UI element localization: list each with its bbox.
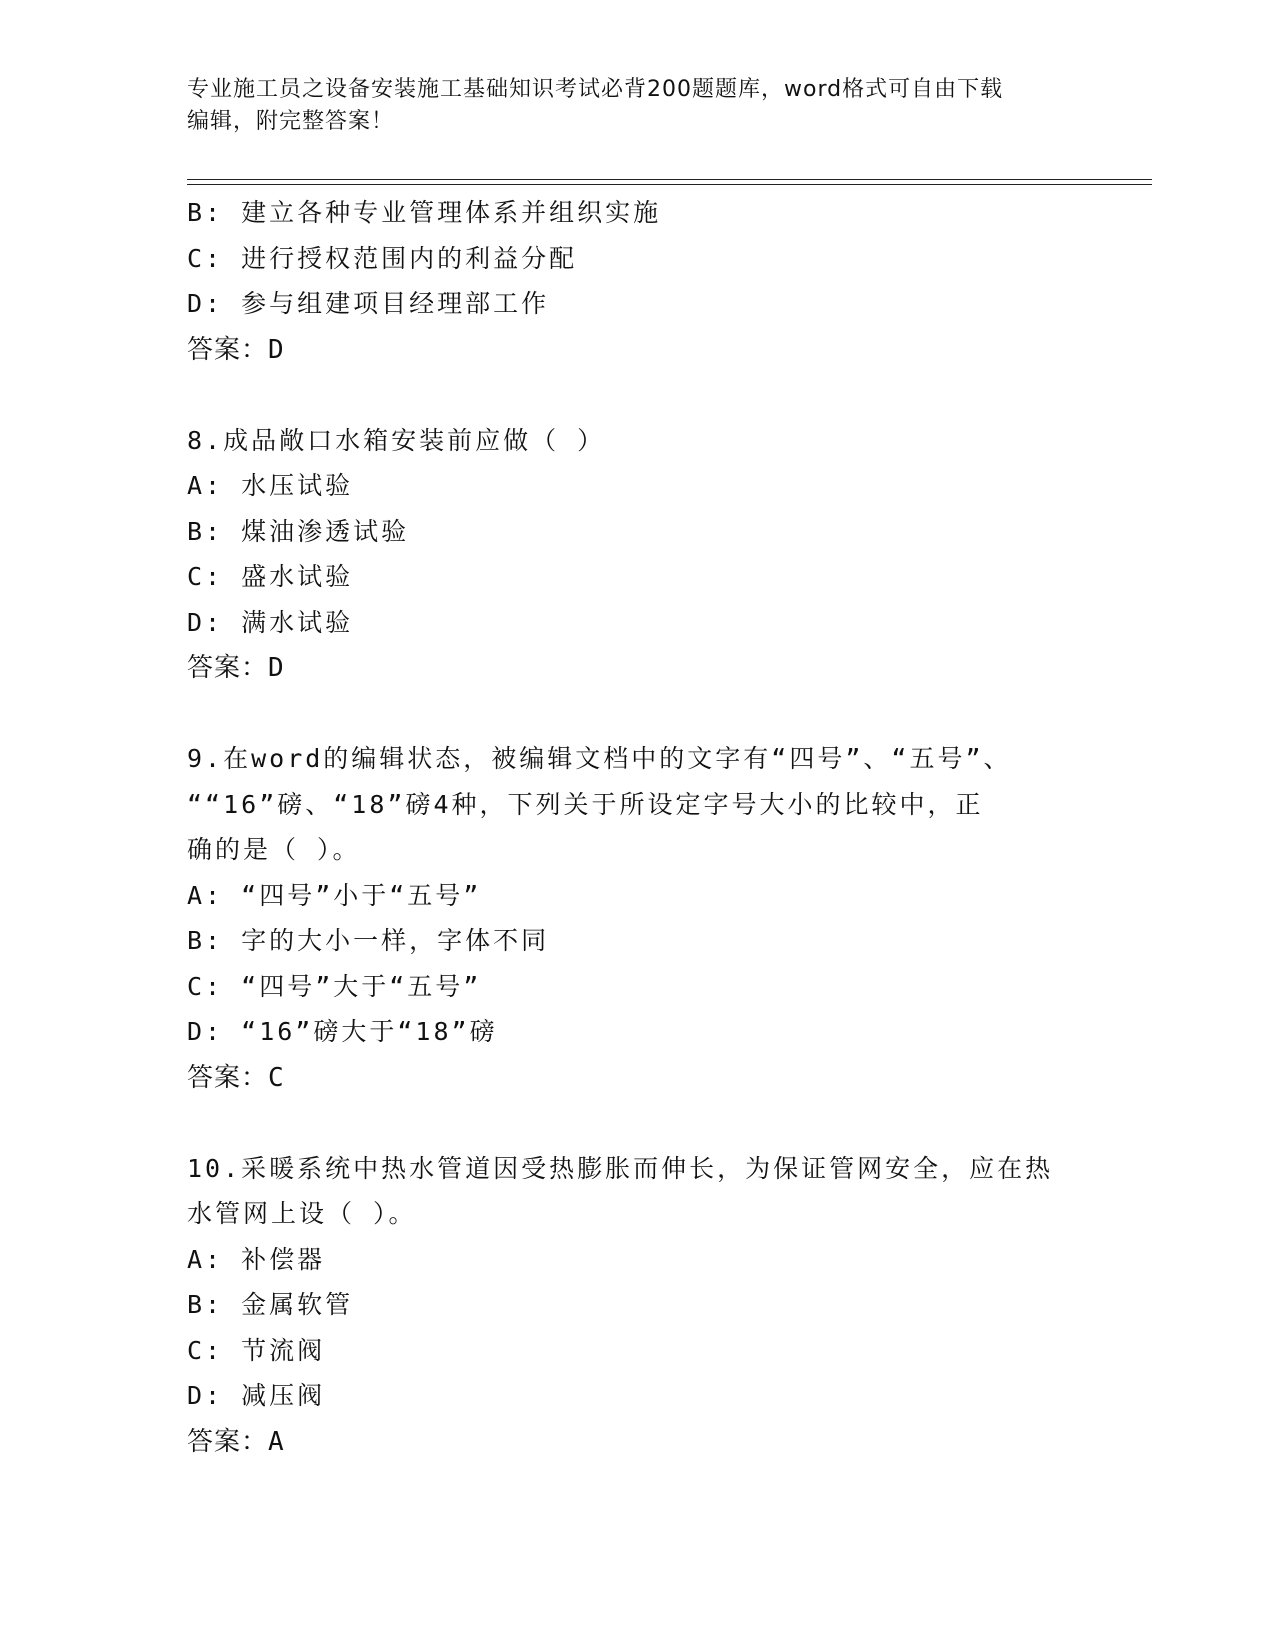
answer-value: D xyxy=(268,334,285,365)
option-b: B: 金属软管 xyxy=(187,1290,354,1319)
question-stem: 8.成品敞口水箱安装前应做（ ） xyxy=(187,425,606,455)
spacer xyxy=(187,373,1087,418)
answer-value: C xyxy=(268,1062,285,1093)
question-block xyxy=(187,418,1087,692)
answer-line xyxy=(187,1055,1087,1101)
document-header xyxy=(187,74,1067,138)
answer-line xyxy=(187,327,1087,373)
option-d: D: “16”磅大于“18”磅 xyxy=(187,1017,498,1046)
option-c: C: 节流阀 xyxy=(187,1335,326,1365)
option-d: D: 参与组建项目经理部工作 xyxy=(187,289,550,318)
answer-label: 答案： xyxy=(187,1426,269,1457)
question-block xyxy=(187,1146,1087,1465)
header-divider-top xyxy=(187,179,1152,180)
option-d: D: 满水试验 xyxy=(187,607,354,637)
question-stem: 9.在word的编辑状态，被编辑文档中的文字有“四号”、“五号”、 xyxy=(187,744,1012,773)
answer-line xyxy=(187,645,1087,691)
spacer xyxy=(187,1101,1087,1146)
question-stem: 10.采暖系统中热水管道因受热膨胀而伸长，为保证管网安全，应在热 xyxy=(187,1153,1054,1183)
option-b: B: 煤油渗透试验 xyxy=(187,516,410,546)
option-b: B: 建立各种专业管理体系并组织实施 xyxy=(187,198,662,227)
option-d: D: 减压阀 xyxy=(187,1381,326,1410)
option-a: A: “四号”小于“五号” xyxy=(187,880,482,910)
question-stem: 水管网上设（ ）。 xyxy=(187,1199,417,1228)
header-line-1: 专业施工员之设备安装施工基础知识考试必背200题题库，word格式可自由下载 xyxy=(187,77,1004,102)
question-list xyxy=(187,190,1087,1465)
question-block xyxy=(187,736,1087,1101)
answer-label: 答案： xyxy=(187,334,269,365)
option-a: A: 补偿器 xyxy=(187,1244,326,1274)
header-line-2: 编辑，附完整答案！ xyxy=(187,109,395,134)
question-block xyxy=(187,190,1087,373)
header-divider-bottom xyxy=(187,184,1152,185)
question-stem: ““16”磅、“18”磅4种，下列关于所设定字号大小的比较中，正 xyxy=(187,789,984,819)
spacer xyxy=(187,691,1087,736)
answer-value: D xyxy=(268,653,285,683)
answer-line xyxy=(187,1419,1087,1465)
answer-value: A xyxy=(268,1426,285,1457)
option-c: C: “四号”大于“五号” xyxy=(187,971,482,1001)
answer-label: 答案： xyxy=(187,1062,269,1093)
option-c: C: 进行授权范围内的利益分配 xyxy=(187,243,578,273)
option-b: B: 字的大小一样，字体不同 xyxy=(187,926,550,955)
answer-label: 答案： xyxy=(187,653,269,683)
option-c: C: 盛水试验 xyxy=(187,562,354,591)
question-stem: 确的是（ ）。 xyxy=(187,835,361,864)
option-a: A: 水压试验 xyxy=(187,471,354,500)
